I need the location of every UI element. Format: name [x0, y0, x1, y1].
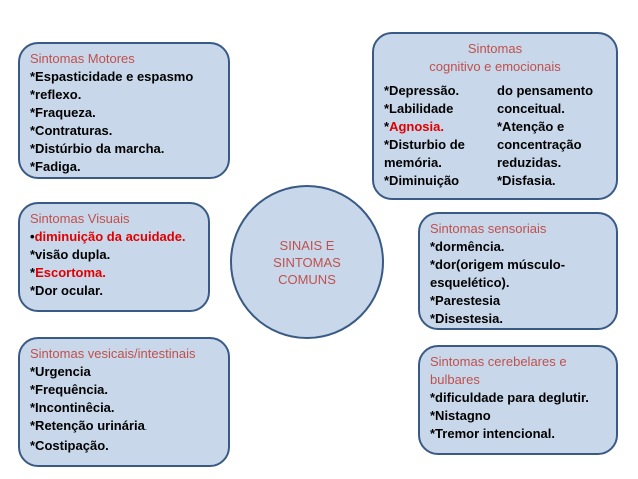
- box-sintomas-vesicais: [18, 337, 230, 467]
- motores-item: *Distúrbio da marcha.: [30, 141, 165, 156]
- cerebelares-title: Sintomas cerebelares e bulbares: [430, 354, 567, 387]
- vesicais-item-tail: .: [144, 423, 148, 432]
- bullet: •: [30, 229, 35, 244]
- cerebelares-item: *Nistagno: [430, 408, 491, 423]
- vesicais-item: *Frequência.: [30, 382, 109, 397]
- center-line: SINTOMAS: [273, 254, 341, 270]
- cerebelares-item: *Tremor intencional.: [430, 426, 555, 441]
- center-line: SINAIS E: [279, 237, 335, 253]
- vesicais-item-text: *Retenção urinária: [30, 418, 145, 433]
- box-sintomas-sensoriais: [418, 212, 618, 330]
- visuais-item-highlight: diminuição da acuidade.: [34, 229, 186, 244]
- sensoriais-title: Sintomas sensoriais: [430, 221, 547, 236]
- visuais-item: [30, 264, 198, 282]
- cognitivo-item: *Disfasia.: [497, 173, 556, 188]
- star: *: [384, 119, 390, 134]
- cognitivo-item-highlight: Agnosia.: [389, 119, 444, 134]
- motores-title: Sintomas Motores: [30, 51, 135, 66]
- cerebelares-item: *dificuldade para deglutir.: [430, 390, 589, 405]
- sensoriais-item: *dormência.: [430, 239, 505, 254]
- motores-item: *Espasticidade e espasmo: [30, 69, 194, 84]
- box-sintomas-motores: [18, 42, 230, 179]
- vesicais-item: *Urgencia: [30, 364, 91, 379]
- star: *: [30, 265, 36, 280]
- motores-item: *reflexo.: [30, 87, 82, 102]
- cognitivo-item: *Atenção e concentração reduzidas.: [497, 119, 582, 170]
- cognitivo-item: *Disturbio de memória.: [384, 137, 465, 170]
- cognitivo-columns: [384, 82, 606, 190]
- center-line: COMUNS: [278, 271, 336, 287]
- visuais-title: Sintomas Visuais: [30, 211, 130, 226]
- motores-item: *Contraturas.: [30, 123, 113, 138]
- center-circle: [230, 185, 384, 339]
- vesicais-item: [30, 417, 218, 437]
- cognitivo-item: *Labilidade: [384, 101, 454, 116]
- cognitivo-title-line1: Sintomas: [467, 41, 523, 56]
- vesicais-title: Sintomas vesicais/intestinais: [30, 346, 196, 361]
- visuais-item: [30, 228, 198, 246]
- box-sintomas-visuais: [18, 202, 210, 312]
- box-sintomas-cognitivo: [372, 32, 618, 200]
- vesicais-item: *Incontinêcia.: [30, 400, 115, 415]
- cognitivo-title-line2: cognitivo e emocionais: [429, 59, 561, 74]
- sensoriais-item: *dor(origem músculo-esquelético).: [430, 257, 566, 290]
- motores-item: *Fadiga.: [30, 159, 81, 174]
- visuais-item-highlight: Escortoma.: [35, 265, 106, 280]
- cognitivo-item: do pensamento conceitual.: [497, 83, 594, 116]
- cognitivo-col-left: [384, 82, 493, 190]
- cognitivo-item: *Depressão.: [384, 83, 460, 98]
- sensoriais-item: *Parestesia: [430, 293, 501, 308]
- sensoriais-item: *Disestesia.: [430, 311, 503, 326]
- cognitivo-item: [384, 118, 493, 136]
- vesicais-item: *Costipação.: [30, 438, 109, 453]
- motores-item: *Fraqueza.: [30, 105, 96, 120]
- box-sintomas-cerebelares: [418, 345, 618, 455]
- visuais-item: *visão dupla.: [30, 247, 111, 262]
- cognitivo-item: *Diminuição: [384, 173, 460, 188]
- visuais-item: *Dor ocular.: [30, 283, 103, 298]
- cognitivo-col-right: [497, 82, 606, 190]
